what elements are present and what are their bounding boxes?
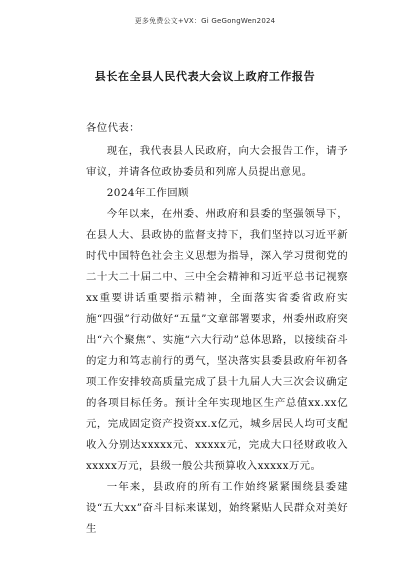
document-body — [86, 118, 348, 540]
document-title: 县长在全县人民代表大会议上政府工作报告 — [94, 70, 316, 83]
section-heading: 2024年工作回顾 — [106, 187, 189, 199]
salutation: 各位代表： — [86, 122, 140, 134]
summary-paragraph: 一年来，县政府的所有工作始终紧紧围绕县委建设“五大xx”奋斗目标来谋划，始终紧贴人民群众对美好生 — [86, 481, 348, 535]
intro-paragraph: 现在，我代表县人民政府，向大会报告工作，请予审议，并请各位政协委员和列席人员提出意见。 — [86, 145, 348, 178]
header-note: 更多免费公文+VX：Gi GeGongWen2024 — [134, 17, 276, 25]
review-paragraph: 今年以来，在州委、州政府和县委的坚强领导下，在县人大、县政协的监督支持下，我们坚持以习近平新时代中国特色社会主义思想为指导，深入学习贯彻党的二十大二十届二中、三中全会精神和习近平总书记视察xx重要讲话重要指示精神，全面落实省委省政府实施“四强”行动做好“五量”文章部署要求，州委州政府突出“六个聚焦”、实施“六大行动”总体思路，以接续奋斗的定力和笃志前行的勇气，坚决落实县委县政府年初各项工作安排较高质量完成了县十九届人大三次会议确定的各项目标任务。预计全年实现地区生产总值xx.xx亿元，完成固定资产投资xx.x亿元，城乡居民人均可支配收入分别达xxxxx元、xxxxx元，完成大口径财政收入xxxxx万元，县级一般公共预算收入xxxxx万元。 — [86, 208, 348, 472]
